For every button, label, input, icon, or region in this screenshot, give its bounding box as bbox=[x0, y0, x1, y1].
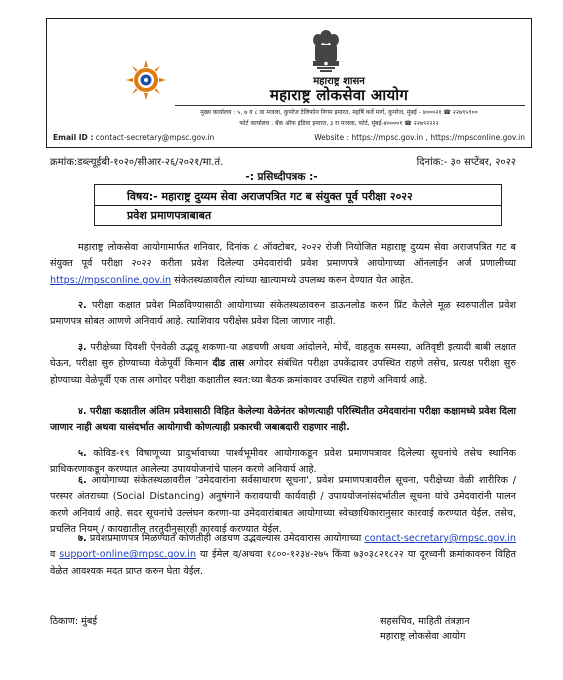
website-links[interactable]: Website : https://mpsc.gov.in , https://mpsconline.gov.in bbox=[314, 133, 525, 142]
reference-line bbox=[50, 154, 516, 168]
paragraph-1-text-end: संकेतस्थळावरील त्यांच्या खात्यामध्ये उपलब्ध करुन देण्यात येत आहेत. bbox=[171, 274, 414, 286]
letterhead bbox=[46, 18, 532, 148]
paragraph-4-number: ४. bbox=[78, 406, 87, 417]
paragraph-6-number: ६. bbox=[78, 475, 87, 486]
paragraph-1-text: महाराष्ट्र लोकसेवा आयोगामार्फत शनिवार, दिनांक ८ ऑक्टोबर, २०२२ रोजी नियोजित महाराष्ट्र दुय्यम सेवा अराजपत्रित गट ब संयुक्त पूर्व परीक्षा २०२२ करीता प्रवेश दिलेल्या उमेदवारांची प्रवेश प्रमाणपत्रे आयोगाच्या ऑनलाईन अर्ज प्रणालीच्या bbox=[50, 242, 516, 270]
main-office-address: मुख्य कार्यालय : ५, ७ व ८ वा मजला, कुपरेज टेलिफोन निगम इमारत, महर्षि कर्वे मार्ग, कुपरेज, मुंबई - ४०००२१ ☎ २२७९५९०० bbox=[200, 109, 478, 116]
paragraph-2-text: परीक्षा कक्षात प्रवेश मिळविण्यासाठी आयोगाच्या संकेतस्थळावरुन डाऊनलोड करुन प्रिंट केलेले मूळ स्वरुपातील प्रवेश प्रमाणपत्र सोबत आणणे अनिवार्य आहे. त्याशिवाय परीक्षेस प्रवेश दिला जाणार नाही. bbox=[50, 300, 516, 328]
mpsconline-link[interactable]: https://mpsconline.gov.in bbox=[50, 274, 172, 286]
ashoka-lion-emblem-icon bbox=[311, 28, 341, 74]
paragraph-7-text: प्रवेशप्रमाणपत्र मिळण्यात कोणतीही अडचण उद्भवल्यास उमेदवारास आयोगाच्या bbox=[86, 533, 365, 544]
document-title: -: प्रसिध्दीपत्रक :- bbox=[245, 171, 318, 183]
paragraph-7-conjunction: व bbox=[50, 549, 60, 561]
signatory-organization: महाराष्ट्र लोकसेवा आयोग bbox=[380, 631, 466, 642]
reference-number: क्रमांक:डब्ल्यूईबी-१०२०/सीआर-२६/२०२१/मा.तं. bbox=[50, 157, 224, 168]
paragraph-6 bbox=[50, 473, 516, 539]
paragraph-7-number: ७. bbox=[78, 533, 87, 544]
paragraph-3-text-end: अगोदर संबंधित परीक्षा उपकेंद्रावर उपस्थित राहणे तसेच, प्रत्यक्ष परीक्षा सुरु होण्याच्या वेळेपूर्वी एक तास अगोदर परीक्षा कक्षातील स्वत:च्या बैठक क्रमांकावर उपस्थित राहणे अनिवार्य आहे. bbox=[50, 358, 516, 386]
paragraph-3 bbox=[50, 340, 516, 389]
subject-line-1: विषय:- महाराष्ट्र दुय्यम सेवा अराजपत्रित गट ब संयुक्त पूर्व परीक्षा २०२२ bbox=[127, 190, 413, 203]
fort-office-address: फोर्ट कार्यालय : बँक ऑफ इंडिया इमारत, ३ रा मजला, फोर्ट, मुंबई-४००००१ ☎ २२७९२२२२ bbox=[239, 120, 439, 127]
paragraph-1 bbox=[50, 240, 516, 289]
subject-divider bbox=[95, 205, 501, 206]
letterhead-divider bbox=[175, 105, 525, 106]
organization-name: महाराष्ट्र लोकसेवा आयोग bbox=[269, 86, 409, 104]
paragraph-3-text: परीक्षेच्या दिवशी ऐनवेळी उद्भवू शकणा-या अडचणी अथवा आंदोलने, मोर्चे, वाहतूक समस्या, अतिवृष्टी इत्यादी बाबी लक्षात घेऊन, परीक्षा सुरु होण्याच्या वेळेपूर्वी किमान bbox=[50, 342, 516, 370]
paragraph-5-text: कोविड-१९ विषाणूच्या प्रादुर्भावाच्या पार्श्वभूमीवर आयोगाकडून प्रवेश प्रमाणपत्रावर दिलेल्या सूचनांचे तसेच स्थानिक प्राधिकरणाकडून करण्यात आलेल्या उपाययोजनांचे पालन करणे अनिवार्य आहे. bbox=[50, 448, 516, 476]
paragraph-4 bbox=[50, 404, 516, 437]
place-label: ठिकाण: मुंबई bbox=[50, 616, 98, 627]
email-value[interactable]: contact-secretary@mpsc.gov.in bbox=[95, 133, 215, 142]
support-online-email-link[interactable]: support-online@mpsc.gov.in bbox=[59, 549, 197, 561]
paragraph-2-number: २. bbox=[78, 300, 87, 311]
paragraph-6-text: आयोगाच्या संकेतस्थळावरील 'उमेदवारांना सर्वसाधारण सूचना', प्रवेश प्रमाणपत्रावरील सूचना, परीक्षेच्या वेळी शारीरिक / परस्पर अंतराच्या (Social Distancing) अनुषंगाने करावयाची कार्यवाही / उपाययोजनांसंदर्भातील सूचना यांचे उमेदवारांनी पालन करणे अनिवार्य आहे. सदर सूचनांचे उल्लंघन करणा-या उमेदवारांबाबत आयोगाच्या स्वेच्छाधिकारानुसार कारवाई करण्यात येईल. तसेच, प्रचलित नियम / कायद्यातील तरतुदीनुसारही कारवाई करण्यात येईल. bbox=[50, 475, 516, 536]
paragraph-7 bbox=[50, 531, 516, 580]
paragraph-4-text: परीक्षा कक्षातील अंतिम प्रवेशासाठी विहित केलेल्या वेळेनंतर कोणत्याही परिस्थितीत उमेदवारांना परीक्षा कक्षामध्ये प्रवेश दिला जाणार नाही अथवा यासंदर्भात आयोगाची कोणत्याही प्रकारची जबाबदारी राहणार नाही. bbox=[50, 406, 516, 434]
subject-box bbox=[94, 184, 502, 226]
subject-line-2: प्रवेश प्रमाणपत्राबाबत bbox=[127, 209, 212, 222]
signatory-designation: सहसचिव, माहिती तंत्रज्ञान bbox=[380, 616, 470, 627]
reference-date: दिनांक:- ३० सप्टेंबर, २०२२ bbox=[416, 157, 516, 168]
signature-block bbox=[380, 614, 470, 644]
paragraph-3-emphasis: दीड तास bbox=[212, 358, 245, 370]
paragraph-7-text-end: या ईमेल व/अथवा १८००-१२३४-२७५ किंवा ७३०३८२१८२२ या दूरध्वनी क्रमांकावरुन विहित वेळेत आवश्यक मदत प्राप्त करुन घेता येईल. bbox=[50, 549, 516, 577]
paragraph-5-number: ५. bbox=[78, 448, 87, 459]
contact-secretary-email-link[interactable]: contact-secretary@mpsc.gov.in bbox=[364, 533, 516, 544]
email-label: Email ID : bbox=[53, 133, 94, 142]
paragraph-3-number: ३. bbox=[78, 342, 87, 353]
paragraph-2 bbox=[50, 298, 516, 331]
government-name: महाराष्ट्र शासन bbox=[313, 76, 365, 87]
